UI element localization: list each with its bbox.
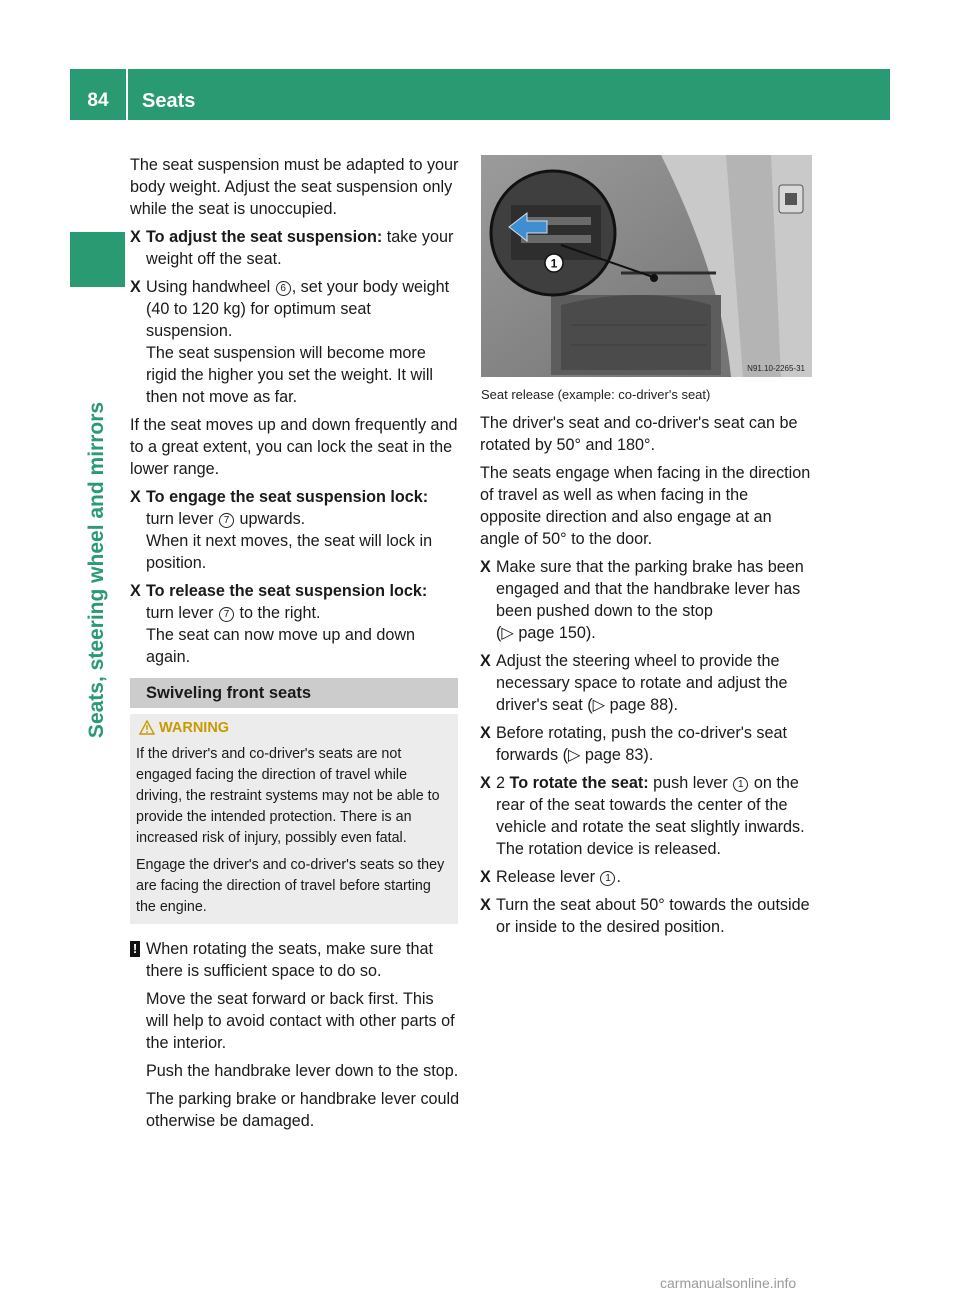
step-result: The rotation device is released. bbox=[496, 840, 721, 858]
section-title: Swiveling front seats bbox=[146, 684, 312, 702]
note-paragraph: Push the handbrake lever down to the stop. bbox=[146, 1062, 459, 1080]
step-text: to the right. bbox=[234, 604, 321, 622]
step-marker-icon bbox=[480, 772, 491, 794]
intro-paragraph: The seat suspension must be adapted to your body weight. Adjust the seat suspension only while the seat is unoccupied. bbox=[130, 156, 459, 218]
note-paragraph: When rotating the seats, make sure that there is sufficient space to do so. bbox=[146, 940, 434, 980]
step-marker-icon bbox=[130, 276, 141, 298]
step-engage-lock bbox=[130, 486, 460, 574]
callout-7-icon: 7 bbox=[219, 607, 234, 622]
step-marker-icon bbox=[130, 226, 141, 248]
step-text: , set your body weight (40 to 120 kg) for optimum seat suspension. bbox=[146, 278, 450, 340]
damage-note bbox=[130, 938, 460, 1138]
step-text: Adjust the steering wheel to provide the necessary space to rotate and adjust the driver's seat bbox=[496, 652, 788, 714]
step-text: push lever bbox=[648, 774, 733, 792]
step-text: turn lever bbox=[146, 604, 218, 622]
figure-caption: Seat release (example: co-driver's seat) bbox=[481, 387, 711, 402]
watermark-footer: carmanualsonline.info bbox=[660, 1275, 797, 1291]
step-result: When it next moves, the seat will lock in position. bbox=[146, 532, 433, 572]
chapter-tab bbox=[70, 232, 125, 287]
step-marker-icon bbox=[130, 580, 141, 602]
step-text: on the rear of the seat towards the center of the vehicle and rotate the seat slightly inwards. bbox=[496, 774, 805, 836]
lock-paragraph: If the seat moves up and down frequently and to a great extent, you can lock the seat in the lower range. bbox=[130, 416, 458, 478]
warning-triangle-icon bbox=[139, 720, 155, 735]
step-result: The seat suspension will become more rigid the higher you set the weight. It will then not move as far. bbox=[146, 344, 434, 406]
step-push-seat bbox=[480, 722, 812, 766]
seat-release-illustration bbox=[481, 155, 812, 377]
engage-paragraph: The seats engage when facing in the direction of travel as well as when facing in the opposite direction and also engage at an angle of 50° to the door. bbox=[480, 464, 811, 548]
step-marker-icon bbox=[480, 650, 491, 672]
exclamation-icon: ! bbox=[130, 941, 140, 957]
step-heading: To rotate the seat: bbox=[509, 774, 649, 792]
step-text: 2 bbox=[496, 774, 510, 792]
step-text: take your weight off the seat. bbox=[146, 228, 454, 268]
step-parking-brake bbox=[480, 556, 812, 644]
section-title-bar bbox=[130, 678, 458, 708]
page-number: 84 bbox=[87, 90, 109, 111]
warning-heading bbox=[139, 718, 229, 739]
warning-paragraph: If the driver's and co-driver's seats are not engaged facing the direction of travel while driving, the restraint systems may not be able to provide the intended protection. There is an increased risk of injury, possibly even fatal. bbox=[136, 746, 440, 846]
step-text: Make sure that the parking brake has been engaged and that the handbrake lever has been pushed down to the stop bbox=[496, 558, 804, 620]
callout-1-icon: 1 bbox=[600, 871, 615, 886]
left-column bbox=[130, 154, 460, 674]
step-text: Using handwheel bbox=[146, 278, 275, 296]
note-paragraph: Move the seat forward or back first. This will help to avoid contact with other parts of the interior. bbox=[146, 990, 455, 1052]
warning-label: WARNING bbox=[159, 720, 230, 736]
step-release-lock bbox=[130, 580, 460, 668]
photo-callout-1: 1 bbox=[550, 256, 558, 271]
step-text: Turn the seat about 50° towards the outside or inside to the desired position. bbox=[496, 896, 810, 936]
seat-release-photo bbox=[481, 155, 812, 377]
step-heading: To engage the seat suspension lock: bbox=[146, 488, 429, 506]
right-column bbox=[480, 412, 812, 944]
note-paragraph: The parking brake or handbrake lever could otherwise be damaged. bbox=[146, 1090, 460, 1130]
page-header bbox=[70, 69, 890, 120]
step-release-lever bbox=[480, 866, 812, 888]
step-steering-wheel bbox=[480, 650, 812, 716]
step-text: upwards. bbox=[234, 510, 306, 528]
step-set-weight bbox=[130, 276, 460, 408]
step-text: Release lever bbox=[496, 868, 600, 886]
warning-body bbox=[136, 744, 454, 924]
warning-paragraph: Engage the driver's and co-driver's seats so they are facing the direction of travel before starting the engine. bbox=[136, 857, 445, 915]
section-heading: Seats bbox=[142, 90, 196, 112]
callout-1-icon: 1 bbox=[733, 777, 748, 792]
rotation-paragraph: The driver's seat and co-driver's seat can be rotated by 50° and 180°. bbox=[480, 414, 798, 454]
page-reference-link[interactable]: (▷ page 88). bbox=[587, 696, 679, 714]
callout-7-icon: 7 bbox=[219, 513, 234, 528]
step-marker-icon bbox=[480, 866, 491, 888]
step-rotate-seat bbox=[480, 772, 812, 860]
page-reference-link[interactable]: (▷ page 83). bbox=[562, 746, 654, 764]
step-marker-icon bbox=[480, 722, 491, 744]
step-text: . bbox=[616, 868, 621, 886]
step-heading: To adjust the seat suspension: bbox=[146, 228, 383, 246]
step-adjust-suspension bbox=[130, 226, 460, 270]
callout-6-icon: 6 bbox=[276, 281, 291, 296]
step-text: turn lever bbox=[146, 510, 218, 528]
step-text: Before rotating, push the co-driver's seat forwards bbox=[496, 724, 788, 764]
step-result: The seat can now move up and down again. bbox=[146, 626, 416, 666]
header-divider bbox=[126, 69, 128, 120]
step-heading: To release the seat suspension lock: bbox=[146, 582, 428, 600]
step-turn-seat bbox=[480, 894, 812, 938]
step-marker-icon bbox=[480, 556, 491, 578]
figure-code: N91.10-2265-31 bbox=[747, 364, 805, 373]
step-marker-icon bbox=[480, 894, 491, 916]
step-marker-icon bbox=[130, 486, 141, 508]
page-reference-link[interactable]: (▷ page 150). bbox=[496, 624, 596, 642]
chapter-side-label-text: Seats, steering wheel and mirrors bbox=[85, 401, 108, 739]
warning-box bbox=[130, 714, 458, 924]
